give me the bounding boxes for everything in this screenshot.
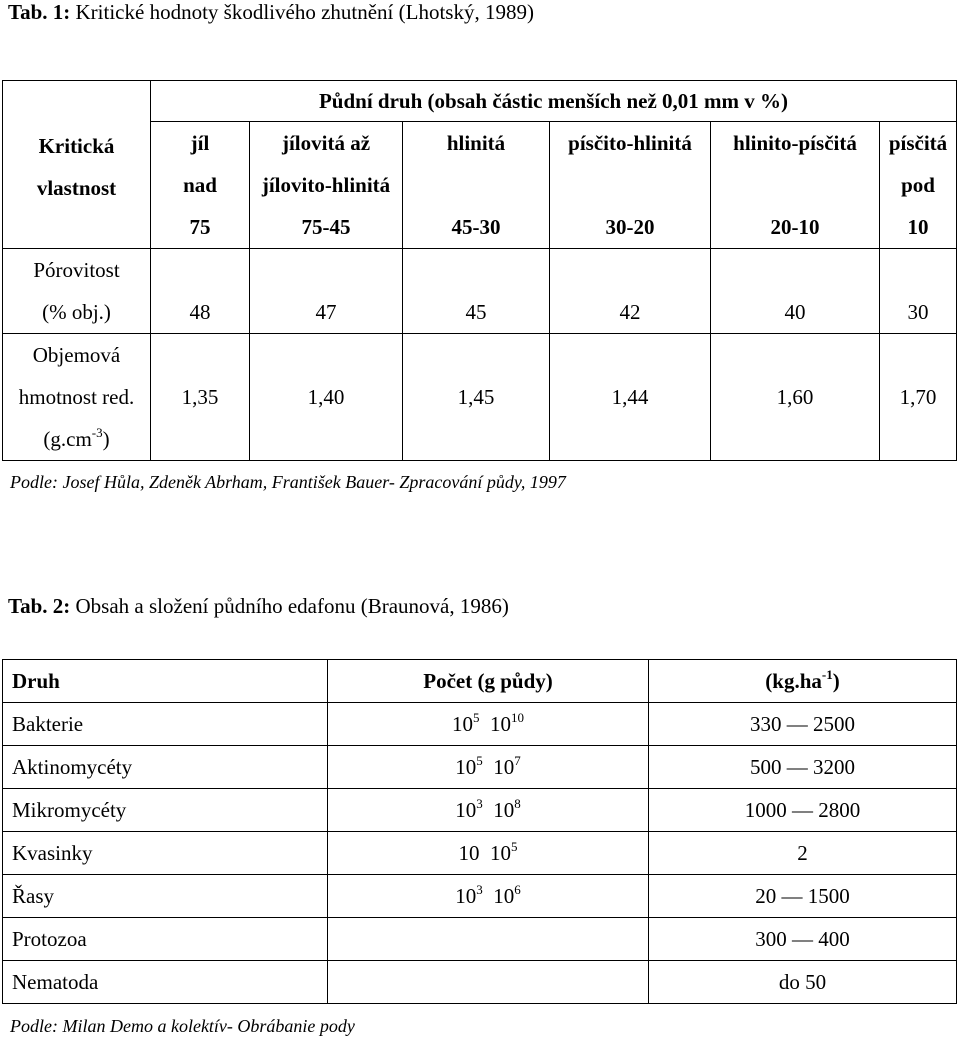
- druh-cell: Nematoda: [3, 961, 328, 1004]
- header-druh: Druh: [3, 660, 328, 703]
- unit-label: $(g.cm^{-3})$: [43, 425, 110, 451]
- amount-cell: 20 — 1500: [649, 875, 957, 918]
- table-row: [3, 334, 957, 461]
- pocet-cell: [328, 961, 649, 1004]
- corner-line: vlastnost: [36, 176, 117, 200]
- druh-cell: Řasy: [3, 875, 328, 918]
- col-header-piscita: písčitá pod 10: [880, 122, 957, 249]
- group-header: Půdní druh (obsah částic menších než 0,01 mm v %): [151, 81, 957, 122]
- value-cell: 1,45: [403, 334, 550, 461]
- amount-cell: 1000 — 2800: [649, 789, 957, 832]
- amount-cell: 2: [649, 832, 957, 875]
- col-header-piscito-hlinita: písčito-hlinitá 30-20: [550, 122, 711, 249]
- table-row: [3, 961, 957, 1004]
- header-unit: $(kg.ha^{-1})$: [649, 660, 957, 703]
- row-label-porovitost: Pórovitost (% obj.): [3, 249, 151, 334]
- table-row: [3, 746, 957, 789]
- col-header-hlinita: hlinitá 45-30: [403, 122, 550, 249]
- corner-cell: [3, 81, 151, 249]
- table-row: [3, 249, 957, 334]
- amount-cell: 300 — 400: [649, 918, 957, 961]
- table2-header-row: [3, 660, 957, 703]
- table-row: [3, 875, 957, 918]
- value-cell: 48: [151, 249, 250, 334]
- table1-caption: Tab. 1: Kritické hodnoty škodlivého zhutnění (Lhotský, 1989): [8, 0, 534, 24]
- table-row: [3, 789, 957, 832]
- value-cell: 40: [711, 249, 880, 334]
- druh-cell: Aktinomycéty: [3, 746, 328, 789]
- pocet-cell: $10^3$ $10^8$: [328, 789, 649, 832]
- pocet-cell: [328, 918, 649, 961]
- table-row: [3, 918, 957, 961]
- header-pocet: Počet (g půdy): [328, 660, 649, 703]
- table2-caption: Tab. 2: Obsah a složení půdního edafonu (Braunová, 1986): [8, 594, 509, 618]
- druh-cell: Mikromycéty: [3, 789, 328, 832]
- pocet-cell: $10^3$ $10^6$: [328, 875, 649, 918]
- value-cell: 45: [403, 249, 550, 334]
- table1-source: Podle: Josef Hůla, Zdeněk Abrham, František Bauer- Zpracování půdy, 1997: [10, 472, 566, 492]
- value-cell: 1,60: [711, 334, 880, 461]
- table-row: [3, 703, 957, 746]
- value-cell: 1,70: [880, 334, 957, 461]
- pocet-cell: $10^5$ $10^7$: [328, 746, 649, 789]
- amount-cell: do 50: [649, 961, 957, 1004]
- table1: [2, 80, 957, 461]
- value-cell: 47: [250, 249, 403, 334]
- druh-cell: Bakterie: [3, 703, 328, 746]
- value-cell: 42: [550, 249, 711, 334]
- col-header-jil: jíl nad 75: [151, 122, 250, 249]
- corner-line: Kritická: [38, 134, 115, 158]
- table2-source: Podle: Milan Demo a kolektív- Obrábanie pody: [10, 1016, 355, 1036]
- pocet-cell: 10 $10^5$: [328, 832, 649, 875]
- druh-cell: Protozoa: [3, 918, 328, 961]
- table2: [2, 659, 957, 1004]
- amount-cell: 500 — 3200: [649, 746, 957, 789]
- amount-cell: 330 — 2500: [649, 703, 957, 746]
- pocet-cell: $10^5$ $10^{10}$: [328, 703, 649, 746]
- druh-cell: Kvasinky: [3, 832, 328, 875]
- table1-header-row: [3, 81, 957, 122]
- value-cell: 1,35: [151, 334, 250, 461]
- value-cell: 1,44: [550, 334, 711, 461]
- value-cell: 30: [880, 249, 957, 334]
- col-header-hlinito-piscita: hlinito-písčitá 20-10: [711, 122, 880, 249]
- col-header-jilovita: jílovitá až jílovito-hlinitá 75-45: [250, 122, 403, 249]
- value-cell: 1,40: [250, 334, 403, 461]
- row-label-objemova-hmotnost: Objemová hmotnost red. $(g.cm^{-3})$: [3, 334, 151, 461]
- table-row: [3, 832, 957, 875]
